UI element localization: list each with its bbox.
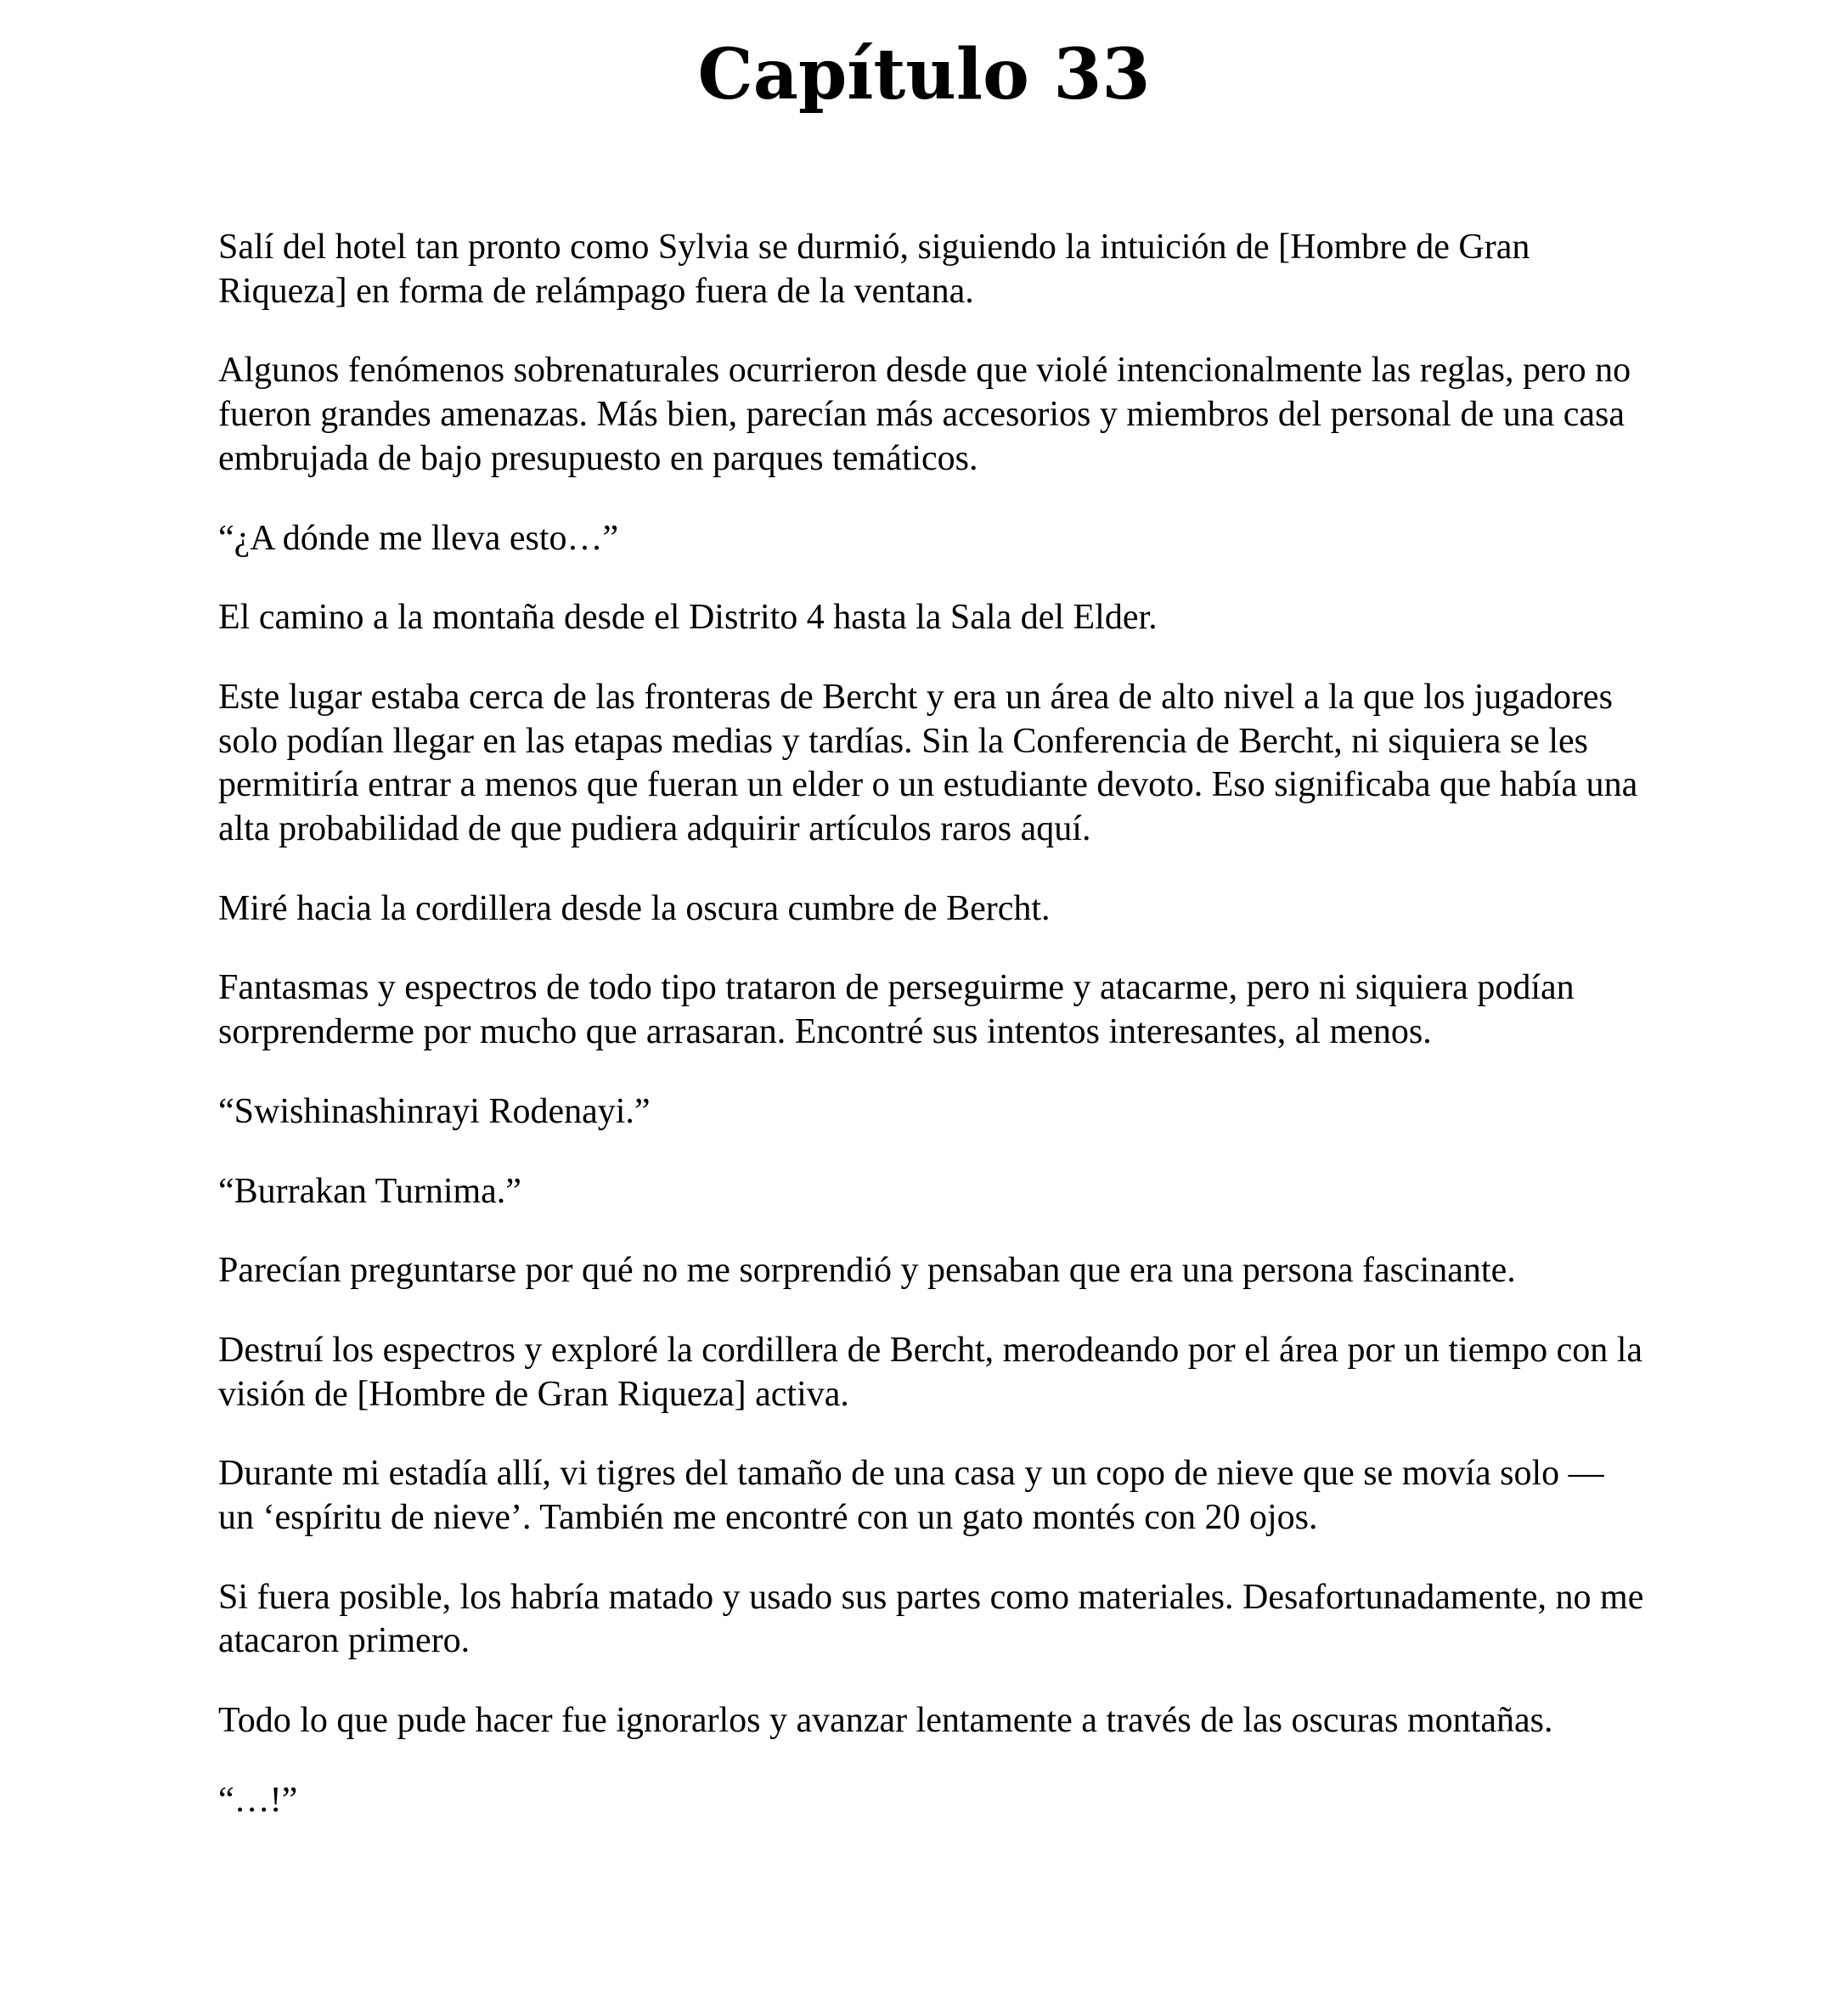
dialogue-line: “…!”: [218, 1780, 298, 1820]
paragraph: Si fuera posible, los habría matado y usado sus partes como materiales. Desafortunadamente, no me atacaron primero.: [218, 1577, 1644, 1661]
paragraph: Este lugar estaba cerca de las fronteras de Bercht y era un área de alto nivel a la que los jugadores solo podían llegar en las etapas medias y tardías. Sin la Conferencia de Bercht, ni siquiera se les permitiría entrar a menos que fueran un elder o un estudiante devoto. Eso significaba que había una alta probabilidad de que pudiera adquirir artículos raros aquí.: [218, 677, 1638, 849]
dialogue-line: “Burrakan Turnima.”: [218, 1171, 521, 1211]
paragraph: Destruí los espectros y exploré la cordillera de Bercht, merodeando por el área por un tiempo con la visión de [Hombre de Gran Riqueza] activa.: [218, 1330, 1643, 1414]
paragraph: El camino a la montaña desde el Distrito 4 hasta la Sala del Elder.: [218, 598, 1158, 638]
paragraph: Durante mi estadía allí, vi tigres del tamaño de una casa y un copo de nieve que se movía solo — un ‘espíritu de nieve’. También me encontré con un gato montés con 20 ojos.: [218, 1454, 1604, 1538]
paragraph: Fantasmas y espectros de todo tipo trataron de perseguirme y atacarme, pero ni siquiera podían sorprenderme por mucho que arrasaran. Encontré sus intentos interesantes, al menos.: [218, 968, 1575, 1052]
dialogue-line: “¿A dónde me lleva esto…”: [218, 518, 619, 558]
paragraph: Todo lo que pude hacer fue ignorarlos y avanzar lentamente a través de las oscuras montañas.: [218, 1701, 1553, 1741]
paragraph: Salí del hotel tan pronto como Sylvia se durmió, siguiendo la intuición de [Hombre de Gran Riqueza] en forma de relámpago fuera de la ventana.: [218, 228, 1530, 311]
chapter-body: [218, 226, 1645, 1859]
chapter-title: Capítulo 33: [697, 34, 1151, 115]
paragraph: Miré hacia la cordillera desde la oscura cumbre de Bercht.: [218, 888, 1051, 928]
paragraph: Algunos fenómenos sobrenaturales ocurrieron desde que violé intencionalmente las reglas, pero no fueron grandes amenazas. Más bien, parecían más accesorios y miembros del personal de una casa embrujada de bajo presupuesto en parques temáticos.: [218, 351, 1631, 478]
paragraph: Parecían preguntarse por qué no me sorprendió y pensaban que era una persona fascinante.: [218, 1251, 1516, 1291]
dialogue-line: “Swishinashinrayi Rodenayi.”: [218, 1091, 651, 1131]
